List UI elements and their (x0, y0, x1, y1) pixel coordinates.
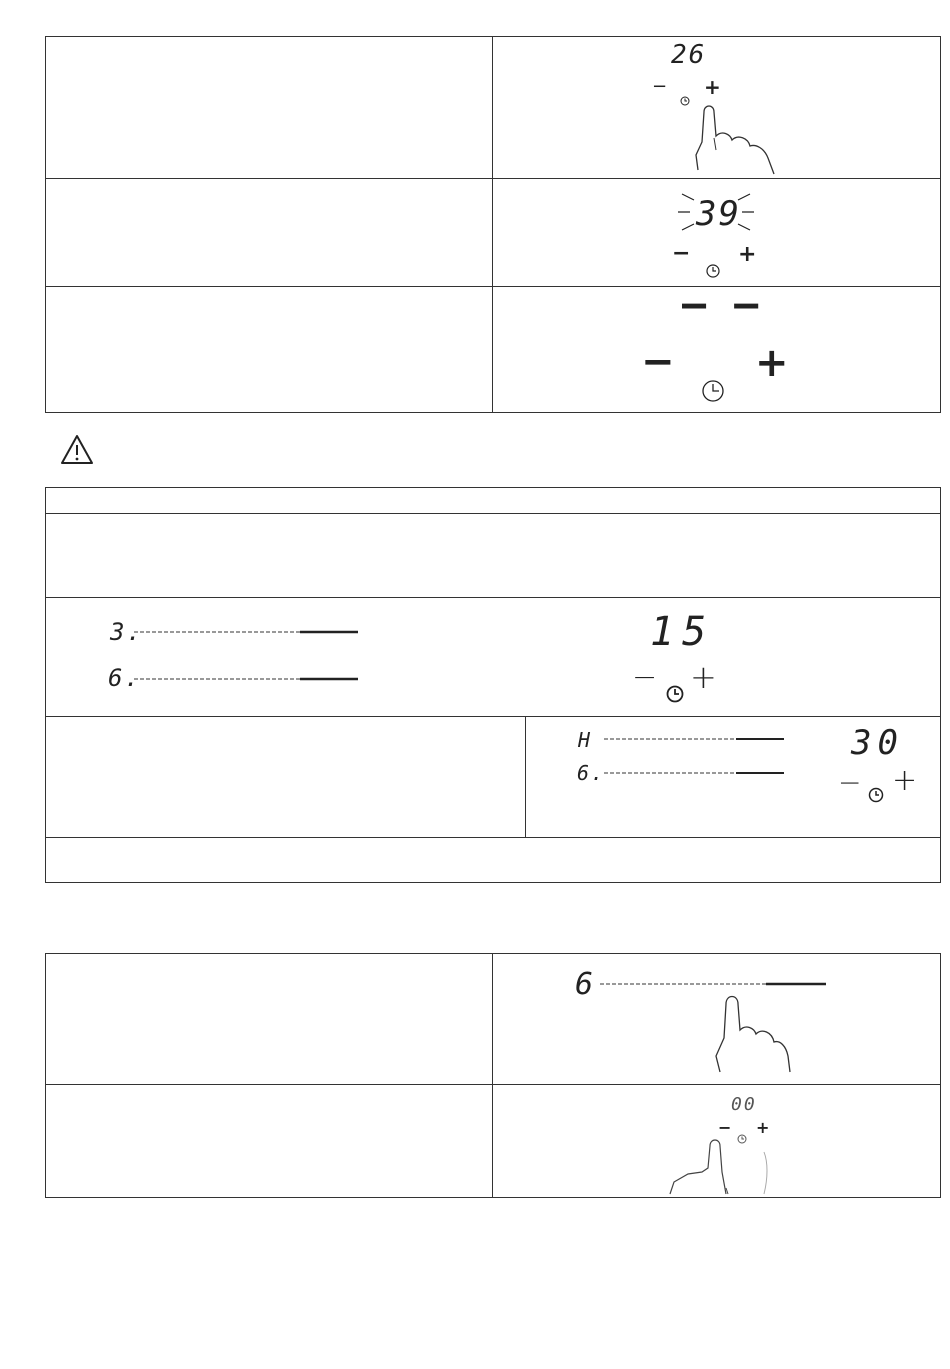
warning-icon (60, 434, 94, 466)
finger-pointer-icon (712, 990, 792, 1075)
table-2-column-divider (525, 716, 526, 837)
plus-icon: + (704, 75, 721, 99)
table-2-row-divider (45, 597, 941, 598)
clock-icon (680, 96, 690, 106)
table-2-row-divider (45, 837, 941, 838)
table-1-row-divider (45, 178, 941, 179)
instruction-table-1 (45, 36, 941, 413)
minus-icon: − (718, 1118, 732, 1137)
finger-pointer-icon (692, 100, 782, 175)
plus-icon: + (756, 1118, 770, 1137)
zone-level-display: 6. (108, 664, 141, 692)
table-1-row-divider (45, 286, 941, 287)
table-1-column-divider (492, 36, 493, 413)
plus-icon: + (892, 763, 918, 798)
table-3-row-divider (45, 1084, 941, 1085)
timer-display: 15 (650, 609, 715, 655)
minus-icon: − (632, 660, 658, 695)
zone-level-display: 3. (110, 618, 143, 646)
table-3-column-divider (492, 953, 493, 1198)
zone-leader-line (600, 982, 830, 990)
zone-level-display: H (578, 728, 593, 752)
timer-display: 00 (731, 1094, 757, 1115)
clock-icon (702, 380, 724, 402)
zone-leader-lines (134, 628, 364, 684)
minus-icon: − (641, 339, 675, 385)
minus-icon: − (672, 241, 691, 266)
zone-level-display: 6. (577, 761, 606, 785)
minus-icon: − (838, 766, 862, 799)
clock-icon (868, 787, 884, 803)
flash-rays-icon (676, 190, 756, 236)
minus-icon: − (652, 76, 668, 97)
clock-icon (706, 264, 720, 278)
zone-level-display: 6 (575, 967, 596, 1002)
timer-display-dashes: – – (682, 281, 761, 327)
clock-icon (666, 685, 684, 703)
table-2-row-divider (45, 716, 941, 717)
timer-display-flashing: 39 (696, 194, 741, 234)
plus-icon: + (690, 658, 717, 696)
zone-leader-lines (604, 736, 789, 776)
finger-pointer-icon (668, 1138, 778, 1196)
timer-display: 26 (671, 40, 707, 70)
instruction-table-2 (45, 487, 941, 883)
table-2-row-divider (45, 513, 941, 514)
plus-icon: + (738, 242, 757, 267)
timer-display: 30 (851, 723, 904, 763)
plus-icon: + (755, 340, 789, 386)
